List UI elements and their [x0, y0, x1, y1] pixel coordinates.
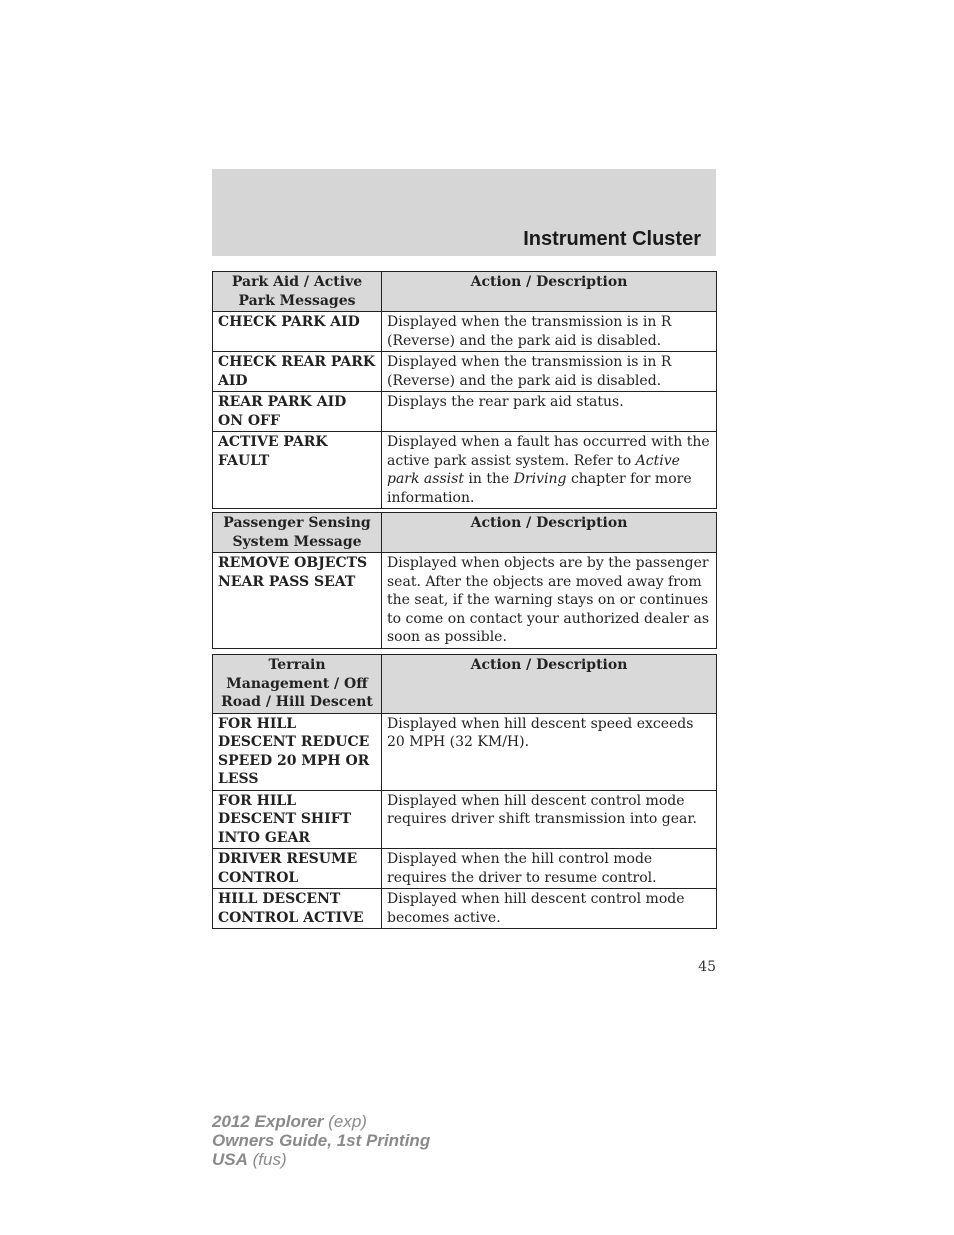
table-row	[213, 312, 717, 352]
terrain-management-table	[212, 654, 717, 929]
message-cell: DRIVER RESUME CONTROL	[213, 849, 382, 889]
footer-line-model	[212, 1112, 430, 1131]
table-row	[213, 849, 717, 889]
table-row	[213, 352, 717, 392]
description-text: chapter for more information.	[387, 471, 692, 506]
footer-market: USA	[212, 1150, 248, 1169]
description-cell: Displayed when objects are by the passenger seat. After the objects are moved away from the seat, if the warning stays on or continues to come on contact your authorized dealer as soon as possible.	[382, 553, 717, 649]
description-cell: Displayed when the transmission is in R (Reverse) and the park aid is disabled.	[382, 312, 717, 352]
table-header-row	[213, 272, 717, 312]
message-cell: FOR HILL DESCENT REDUCE SPEED 20 MPH OR LESS	[213, 713, 382, 790]
description-cell: Displayed when the hill control mode requires the driver to resume control.	[382, 849, 717, 889]
description-cell: Displayed when hill descent speed exceeds 20 MPH (32 KM/H).	[382, 713, 717, 790]
description-text: in the	[463, 471, 514, 487]
message-cell: CHECK REAR PARK AID	[213, 352, 382, 392]
table-row	[213, 553, 717, 649]
description-text: Displayed when a fault has occurred with the active park assist system. Refer to	[387, 434, 710, 469]
table-row	[213, 889, 717, 929]
message-cell: HILL DESCENT CONTROL ACTIVE	[213, 889, 382, 929]
footer-guide: Owners Guide, 1st Printing	[212, 1131, 431, 1150]
description-cell: Displayed when hill descent control mode requires driver shift transmission into gear.	[382, 790, 717, 849]
column-header-description: Action / Description	[382, 513, 717, 553]
description-cell	[382, 432, 717, 509]
document-footer	[212, 1112, 430, 1169]
table-row	[213, 790, 717, 849]
footer-line-guide	[212, 1131, 430, 1150]
table-header-row	[213, 655, 717, 714]
table-row	[213, 392, 717, 432]
cross-reference-chapter: Driving	[513, 471, 567, 487]
description-cell: Displayed when the transmission is in R (Reverse) and the park aid is disabled.	[382, 352, 717, 392]
message-cell: REMOVE OBJECTS NEAR PASS SEAT	[213, 553, 382, 649]
column-header-message: Park Aid / Active Park Messages	[213, 272, 382, 312]
message-cell: FOR HILL DESCENT SHIFT INTO GEAR	[213, 790, 382, 849]
column-header-message: Terrain Management / Off Road / Hill Descent	[213, 655, 382, 714]
table-header-row	[213, 513, 717, 553]
table-row	[213, 713, 717, 790]
footer-market-code: (fus)	[247, 1150, 287, 1169]
table-row	[213, 432, 717, 509]
footer-model: 2012 Explorer	[212, 1112, 324, 1131]
section-header-band	[212, 169, 716, 256]
column-header-description: Action / Description	[382, 272, 717, 312]
description-cell: Displays the rear park aid status.	[382, 392, 717, 432]
section-title: Instrument Cluster	[523, 228, 701, 250]
cross-reference-topic: Active park assist	[387, 452, 680, 487]
page-number: 45	[698, 959, 716, 975]
column-header-description: Action / Description	[382, 655, 717, 714]
park-aid-messages-table	[212, 271, 717, 509]
description-cell: Displayed when hill descent control mode becomes active.	[382, 889, 717, 929]
footer-line-market	[212, 1150, 430, 1169]
message-cell: ACTIVE PARK FAULT	[213, 432, 382, 509]
message-cell: REAR PARK AID ON OFF	[213, 392, 382, 432]
footer-model-code: (exp)	[323, 1112, 367, 1131]
column-header-message: Passenger Sensing System Message	[213, 513, 382, 553]
passenger-sensing-table	[212, 512, 717, 649]
message-cell: CHECK PARK AID	[213, 312, 382, 352]
